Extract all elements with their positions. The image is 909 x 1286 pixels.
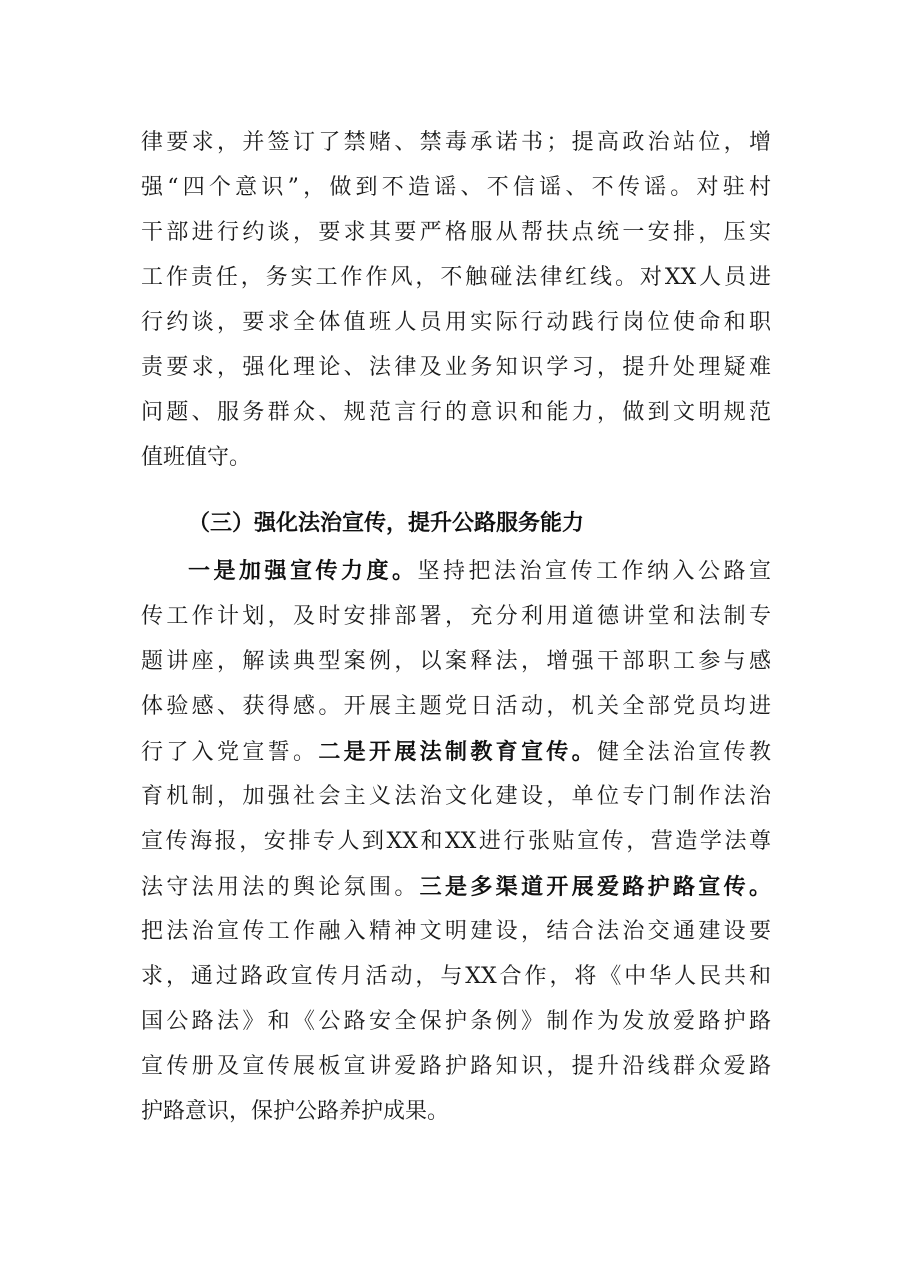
section-heading: （三）强化法治宣传，提升公路服务能力: [188, 510, 585, 536]
text-line: 值班值守。: [141, 445, 252, 470]
text-line: 题讲座，解读典型案例，以案释法，增强干部职工参与感: [141, 649, 771, 674]
text-line: [141, 867, 771, 907]
bold-phrase: 三是多渠道开展爱路护路宣传。: [419, 874, 771, 900]
bold-phrase: 二是开展法制教育宣传。: [318, 739, 597, 765]
text-line: 体验感、获得感。开展主题党日活动，机关全部党员均进: [141, 694, 771, 719]
text-line: 护路意识，保护公路养护成果。: [141, 1099, 450, 1124]
text-line: 律要求，并签订了禁赌、禁毒承诺书；提高政治站位，增: [141, 130, 771, 155]
text-line: 国公路法》和《公路安全保护条例》制作为发放爱路护路: [141, 1009, 771, 1034]
text-line: [188, 551, 771, 591]
text-line: 传工作计划，及时安排部署，充分利用道德讲堂和法制专: [141, 604, 771, 629]
text-line: 宣传册及宣传展板宣讲爱路护路知识，提升沿线群众爱路: [141, 1054, 771, 1079]
text-run: 坚持把法治宣传工作纳入公路宣: [417, 559, 771, 584]
text-line: 把法治宣传工作融入精神文明建设，结合法治交通建设要: [141, 919, 771, 944]
bold-phrase: 一是加强宣传力度。: [188, 558, 418, 584]
text-line: 宣传海报，安排专人到XX和XX进行张贴宣传，营造学法尊: [141, 829, 771, 854]
text-run: 法守法用法的舆论氛围。: [141, 875, 420, 900]
text-line: 问题、服务群众、规范言行的意识和能力，做到文明规范: [141, 400, 771, 425]
text-line: [141, 732, 771, 772]
text-line: 行约谈，要求全体值班人员用实际行动践行岗位使命和职: [141, 310, 771, 335]
text-line: 育机制，加强社会主义法治文化建设，单位专门制作法治: [141, 784, 771, 809]
text-line: 责要求，强化理论、法律及业务知识学习，提升处理疑难: [141, 355, 771, 380]
text-run: 健全法治宣传教: [596, 740, 771, 765]
text-run: 行了入党宣誓。: [141, 740, 319, 765]
text-line: 强“四个意识”，做到不造谣、不信谣、不传谣。对驻村: [141, 175, 771, 200]
text-line: 干部进行约谈，要求其要严格服从帮扶点统一安排，压实: [141, 220, 771, 245]
text-line: 工作责任，务实工作作风，不触碰法律红线。对XX人员进: [141, 265, 771, 290]
text-line: 求，通过路政宣传月活动，与XX合作，将《中华人民共和: [141, 964, 771, 989]
